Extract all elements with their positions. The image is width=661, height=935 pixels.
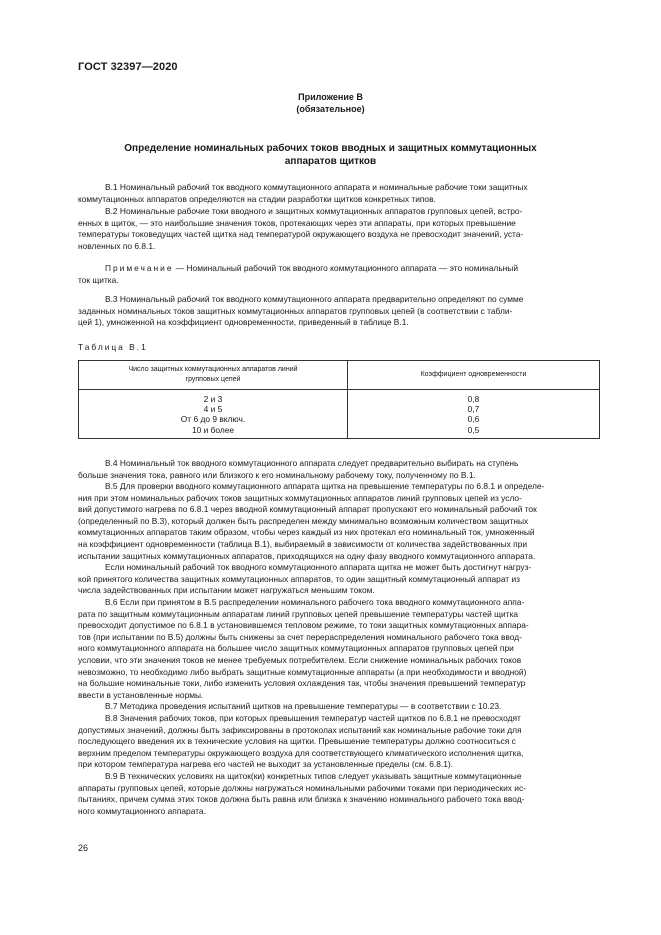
text-line: на коэффициент одновременности (таблица В.1), выбираемый в зависимости от количества задействованных при — [78, 538, 528, 549]
text-line: на большие номинальные токи, либо изменить условия охлаждения так, чтобы значения превышений температур — [78, 678, 526, 689]
text-line: при котором температура нагрева его частей не выходит за установленные пределы (см. 6.8.1). — [78, 759, 454, 770]
coefficient-table — [78, 360, 600, 439]
text-line: рата по защитным коммутационным аппаратам линий групповых цепей превышение температуры частей щитка — [78, 608, 519, 619]
table-cell: От 6 до 9 включ. — [180, 414, 246, 425]
text-line: ввести в установленные нормы. — [78, 689, 204, 700]
paragraph-b6 — [78, 597, 599, 701]
text-line: аппараты групповых цепей, которые должны нагружаться номинальными рабочими токами при периодических ис- — [78, 782, 526, 793]
text-line: числа задействованных при испытании может нагружаться меньшим током. — [78, 585, 375, 596]
text-line: коммутационных аппаратов таким образом, чтобы через каждый из них протекал его номинальный ток, умноженный — [78, 527, 535, 538]
text-line: невозможно, то необходимо либо выбрать защитные коммутационные аппараты (а при необходимости и вводной) — [78, 666, 527, 677]
text-line: енных в щиток, — это наибольшие значения токов, протекающих через эти аппараты, при которых превышение — [78, 217, 516, 228]
text-line: В.5 Для проверки вводного коммутационного аппарата щитка на превышение температуры по 6.8.1 и определе- — [105, 481, 545, 491]
text-line: кой принятого количества защитных коммутационных аппаратов, то один защитный коммутационный аппарат из — [78, 573, 520, 584]
text-line: В.3 Номинальный рабочий ток вводного коммутационного аппарата предварительно определяют по сумме — [105, 294, 524, 304]
appendix-label: Приложение В — [298, 92, 363, 102]
paragraph-b4 — [78, 458, 599, 481]
text-line: пытаниях, причем сумма этих токов должна быть равна или близка к значению номинального рабочего тока ввод- — [78, 794, 525, 805]
text-line: В.7 Методика проведения испытаний щитков на превышение температуры — в соответствии с 10.23. — [105, 701, 502, 711]
paragraph-b9 — [78, 771, 599, 817]
text-line: В.1 Номинальный рабочий ток вводного коммутационного аппарата и номинальные рабочие токи защитных — [105, 182, 528, 192]
text-line: условии, что эти значения токов не менее требуемых потребителем. Если снижение номинальных рабочих токов — [78, 654, 522, 665]
text-line: превосходит допустимое по 6.8.1 в установившемся тепловом режиме, то токи защитных коммутационных аппара- — [78, 620, 529, 631]
text-line: температуры токоведущих частей щитка над температурой окружающего воздуха не превосходит значений, уста- — [78, 229, 524, 240]
paragraph-b5 — [78, 481, 599, 562]
coefficient-column — [348, 390, 600, 439]
text-line: вий допустимого нагрева по 6.8.1 через вводной коммутационный аппарат пропускают его номинальный рабочий ток — [78, 504, 537, 515]
text-line: ного коммутационного аппарата. — [78, 805, 206, 816]
text-line: В.8 Значения рабочих токов, при которых превышения температур частей щитков по 6.8.1 не превосходят — [105, 713, 521, 723]
text-line: больше значения тока, равного или близкого к его номинальному рабочему току, полученному по В.1. — [78, 469, 476, 480]
standard-header: ГОСТ 32397—2020 — [78, 61, 178, 73]
text-line: ния при этом номинальных рабочих токов защитных коммутационных аппаратов линий групповых цепей из усло- — [78, 492, 522, 503]
table-cell: 0,5 — [467, 424, 480, 435]
section-title-line: аппаратов щитков — [284, 156, 377, 167]
note-paragraph — [78, 263, 599, 286]
text-line: В.2 Номинальные рабочие токи вводного и защитных коммутационных аппаратов групповых цепей, встро- — [105, 206, 523, 216]
text-line: коммутационных аппаратов определяются на стадии разработки щитков конкретных типов. — [78, 193, 436, 204]
text-line: (определенный по В.3), который должен быть распределен между минимально возможным количеством защитных — [78, 515, 529, 526]
text-line: Если номинальный рабочий ток вводного коммутационного аппарата щитка не может быть достигнут нагруз- — [105, 562, 532, 572]
text-line: В.6 Если при принятом в В.5 распределении номинального рабочего тока вводного коммутационного аппа- — [105, 597, 525, 607]
paragraph-b5-continued — [78, 562, 599, 597]
table-cell: 4 и 5 — [203, 404, 223, 415]
note-label: Примечание — [105, 263, 174, 273]
page-number: 26 — [78, 843, 89, 853]
column-header: Коэффициент одновременности — [348, 361, 600, 390]
text-line: цей 1), умноженной на коэффициент одновременности, приведенный в таблице В.1. — [78, 317, 409, 328]
text-line: ного коммутационного аппарата на большее число защитных коммутационных аппаратов групповых цепей при — [78, 643, 514, 654]
table-cell: 0,8 — [467, 394, 480, 404]
count-column — [79, 390, 348, 439]
text-line: допустимых значений, должны быть зафиксированы в протоколах испытаний как номинальные рабочие токи для — [78, 724, 522, 735]
text-line: заданных номинальных токов защитных коммутационных аппаратов групповых цепей (в соответствии с табли- — [78, 305, 513, 316]
text-line: Примечание — Номинальный рабочий ток вводного коммутационного аппарата — это номинальный — [105, 263, 519, 273]
column-header: Число защитных коммутационных аппаратов линий групповых цепей — [79, 361, 348, 390]
text-line: испытании защитных коммутационных аппаратов, приходящихся на одну фазу вводного коммутационного аппарата. — [78, 550, 536, 561]
paragraph-b2 — [78, 206, 599, 252]
table-body-row — [79, 390, 600, 439]
table-cell: 0,6 — [467, 414, 480, 425]
appendix-status: (обязательное) — [296, 104, 365, 114]
table-cell: 2 и 3 — [203, 394, 223, 404]
table-cell: 10 и более — [191, 424, 235, 435]
text-line: верхним пределом температуры окружающего воздуха для соответствующего климатического исполнения щитка, — [78, 747, 524, 758]
table-caption: Таблица В.1 — [78, 342, 148, 352]
text-line: последующего введения их в технические условия на щитки. Превышение температуры должно соотноситься с — [78, 736, 516, 747]
text-line: тов (при испытании по В.5) должны быть снижены за счет перераспределения номинального рабочего тока ввод- — [78, 631, 522, 642]
text-line: В.9 В технических условиях на щиток(ки) конкретных типов следует указывать защитные коммутационные — [105, 771, 522, 781]
paragraph-b8 — [78, 713, 599, 771]
section-title — [90, 142, 571, 168]
table-cell: 0,7 — [467, 404, 480, 415]
text-line: новленных по 6.8.1. — [78, 240, 156, 251]
section-title-line: Определение номинальных рабочих токов вводных и защитных коммутационных — [124, 143, 537, 154]
text-line: В.4 Номинальный ток вводного коммутационного аппарата следует предварительно выбирать на ступень — [105, 458, 519, 468]
paragraph-b3 — [78, 294, 599, 329]
paragraph-b1 — [78, 182, 599, 205]
table-header-row — [79, 361, 600, 390]
paragraph-b7 — [78, 701, 599, 713]
text-line: ток щитка. — [78, 274, 119, 285]
